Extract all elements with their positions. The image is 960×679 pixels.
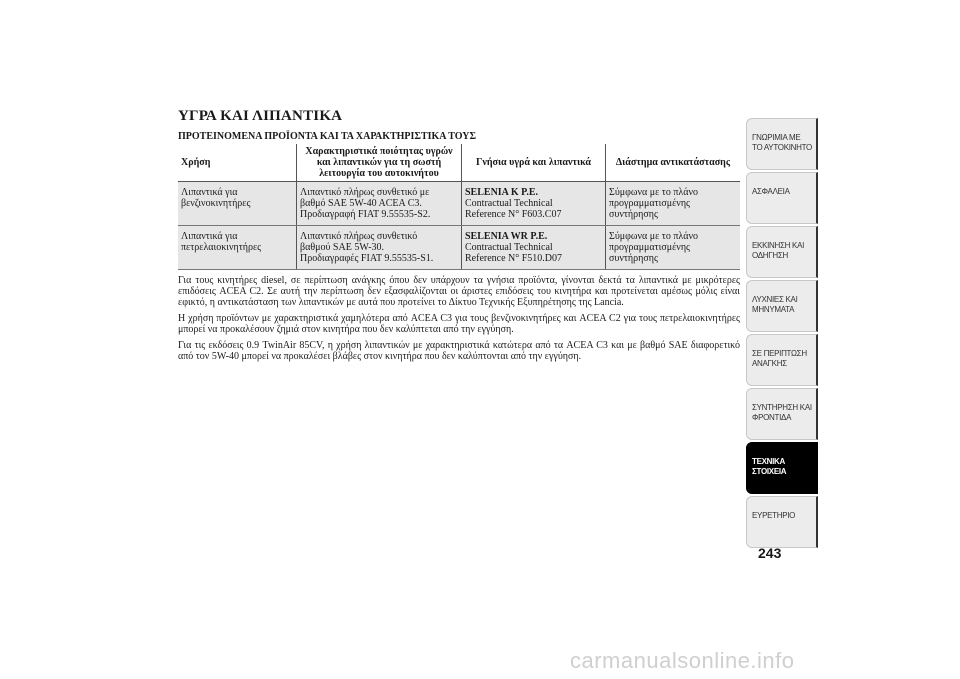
header-genuine-products: Γνήσια υγρά και λιπαντικά: [462, 144, 606, 182]
cell-product: [462, 182, 606, 226]
tab-label: ΛΥΧΝΙΕΣ ΚΑΙ ΜΗΝΥΜΑΤΑ: [752, 295, 798, 314]
tab-label: ΕΚΚΙΝΗΣΗ ΚΑΙ ΟΔΗΓΗΣΗ: [752, 241, 805, 260]
cell-product: [462, 226, 606, 270]
cell-spec: [297, 226, 462, 270]
spec-line: βαθμό SAE 5W-40 ACEA C3.: [300, 198, 422, 209]
table-header-row: [178, 144, 740, 182]
tab-label: ΤΕΧΝΙΚΑ ΣΤΟΙΧΕΙΑ: [752, 457, 787, 476]
tab-getting-to-know[interactable]: [746, 118, 818, 170]
product-ref-line: Contractual Technical: [465, 242, 553, 253]
paragraph-diesel-note: Για τους κινητήρες diesel, σε περίπτωση ανάγκης όπου δεν υπάρχουν τα γνήσια προϊόντα, γίνονται δεκτά τα λιπαντικά με μικρότερες επιδόσεις ACEA C2. Σε αυτή την περίπτωση δεν εξασφαλίζονται οι άριστες επιδόσεις του κινητήρα και προτείνεται αμέσως μόλις είναι εφικτό, η αντικατάσταση των λιπαντικών με αυτά που προτείνει το Δίκτυο Τεχνικής Εξυπηρέτησης της Lancia.: [178, 275, 740, 308]
spec-line: βαθμού SAE 5W-30.: [300, 242, 385, 253]
tab-label: ΣΥΝΤΗΡΗΣΗ ΚΑΙ ΦΡΟΝΤΙΔΑ: [752, 403, 812, 422]
cell-spec: [297, 182, 462, 226]
product-ref-line: Reference N° F510.D07: [465, 253, 563, 264]
header-use: Χρήση: [178, 144, 297, 182]
cell-use: Λιπαντικά για βενζινοκινητήρες: [178, 182, 297, 226]
table-row: [178, 226, 740, 270]
tab-label: ΣΕ ΠΕΡΙΠΤΩΣΗ ΑΝΑΓΚΗΣ: [752, 349, 807, 368]
tab-warning-lights[interactable]: [746, 280, 818, 332]
paragraph-warranty-note: Η χρήση προϊόντων με χαρακτηριστικά χαμηλότερα από ACEA C3 για τους βενζινοκινητήρες και ACEA C2 για τους πετρελαιοκινητήρες μπορεί να προκαλέσουν ζημιά στον κινητήρα που δεν καλύπτεται από την εγγύηση.: [178, 313, 740, 335]
tab-technical-specs[interactable]: [746, 442, 818, 494]
cell-use: Λιπαντικά για πετρελαιοκινητήρες: [178, 226, 297, 270]
cell-interval: Σύμφωνα με το πλάνο προγραμματισμένης συντήρησης: [606, 182, 741, 226]
header-characteristics: Χαρακτηριστικά ποιότητας υγρών και λιπαντικών για τη σωστή λειτουργία του αυτοκινήτου: [297, 144, 462, 182]
tab-label: ΑΣΦΑΛΕΙΑ: [752, 187, 790, 196]
tab-safety[interactable]: [746, 172, 818, 224]
tab-label: ΕΥΡΕΤΗΡΙΟ: [752, 511, 796, 520]
spec-line: Λιπαντικό πλήρως συνθετικό: [300, 231, 418, 242]
page-number: 243: [758, 545, 782, 561]
page-title: ΥΓΡΑ ΚΑΙ ΛΙΠΑΝΤΙΚΑ: [178, 108, 343, 124]
tab-maintenance[interactable]: [746, 388, 818, 440]
tab-starting-driving[interactable]: [746, 226, 818, 278]
table-row: [178, 182, 740, 226]
spec-line: Λιπαντικό πλήρως συνθετικό με: [300, 187, 430, 198]
chapter-tabs: [746, 118, 818, 550]
tab-emergency[interactable]: [746, 334, 818, 386]
cell-interval: Σύμφωνα με το πλάνο προγραμματισμένης συντήρησης: [606, 226, 741, 270]
section-subtitle: ΠΡΟΤΕΙΝΟΜΕΝΑ ΠΡΟΪΟΝΤΑ ΚΑΙ ΤΑ ΧΑΡΑΚΤΗΡΙΣΤΙΚΑ ΤΟΥΣ: [178, 131, 477, 142]
tab-index[interactable]: [746, 496, 818, 548]
lubricants-table: [178, 144, 740, 270]
spec-line: Προδιαγραφές FIAT 9.55535-S1.: [300, 253, 434, 264]
product-ref-line: Contractual Technical: [465, 198, 553, 209]
spec-line: Προδιαγραφή FIAT 9.55535-S2.: [300, 209, 431, 220]
product-ref-line: Reference N° F603.C07: [465, 209, 562, 220]
page-content: [178, 108, 740, 362]
product-name: SELENIA K P.E.: [465, 187, 538, 198]
header-interval: Διάστημα αντικατάστασης: [606, 144, 741, 182]
paragraph-twinair-note: Για τις εκδόσεις 0.9 TwinAir 85CV, η χρήση λιπαντικών με χαρακτηριστικά κατώτερα από τα ACEA C3 και με βαθμό SAE διαφορετικό από τον 5W-40 μπορεί να προκαλέσει βλάβες στον κινητήρα που δεν καλύπτονται από την εγγύηση.: [178, 340, 740, 362]
watermark: carmanualsonline.info: [570, 648, 795, 673]
product-name: SELENIA WR P.E.: [465, 231, 548, 242]
tab-label: ΓΝΩΡΙΜΙΑ ΜΕ ΤΟ ΑΥΤΟΚΙΝΗΤΟ: [752, 133, 812, 152]
